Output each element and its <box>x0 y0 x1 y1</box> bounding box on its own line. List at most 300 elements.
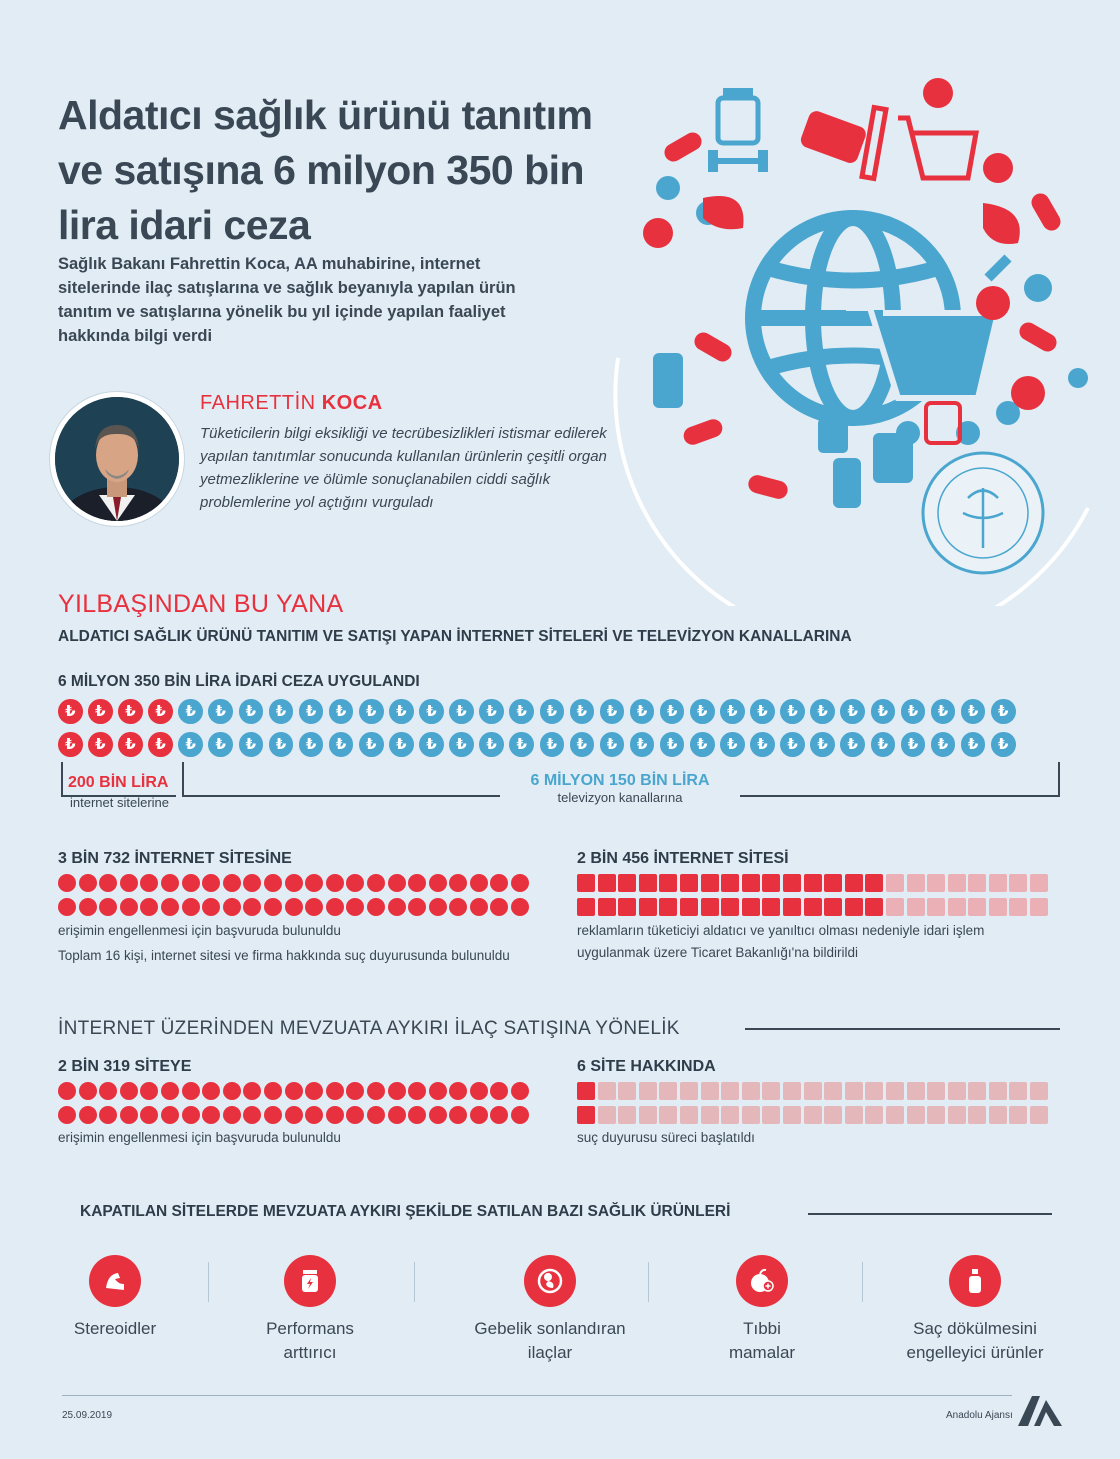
lira-coin-blue-icon: ₺ <box>329 732 354 757</box>
gavel-document-icon <box>680 874 698 892</box>
icon-row <box>577 1106 1048 1124</box>
blocked-site-icon <box>120 1082 138 1100</box>
gavel-document-icon <box>804 898 822 916</box>
gavel-document-icon <box>762 874 780 892</box>
blocked-site-icon <box>79 1106 97 1124</box>
reported-sites-line2: uygulanmak üzere Ticaret Bakanlığı'na bildirildi <box>577 945 858 960</box>
blocked-site-icon <box>346 874 364 892</box>
blocked-site-icon <box>511 1106 529 1124</box>
blocked-site-icon <box>223 898 241 916</box>
blocked-site-icon <box>388 874 406 892</box>
blocked-site-icon <box>202 1082 220 1100</box>
legal-document-icon <box>783 1106 801 1124</box>
blocked-site-icon <box>429 874 447 892</box>
lira-coin-blue-icon: ₺ <box>720 732 745 757</box>
blocked-site-icon <box>99 898 117 916</box>
apple-plus-icon <box>736 1255 788 1307</box>
section-heading-since: YILBAŞINDAN BU YANA <box>58 590 344 618</box>
blocked-site-icon <box>408 1106 426 1124</box>
blocked-site-icon <box>388 1082 406 1100</box>
blocked-site-icon <box>490 874 508 892</box>
lira-coin-blue-icon: ₺ <box>720 699 745 724</box>
legal-document-icon <box>989 1082 1007 1100</box>
gavel-document-icon <box>639 898 657 916</box>
gavel-document-icon <box>907 874 925 892</box>
blocked-site-icon <box>449 1106 467 1124</box>
product-item <box>220 1255 400 1365</box>
blocked-site-icon <box>161 1082 179 1100</box>
gavel-document-icon <box>927 898 945 916</box>
icon-row <box>577 1082 1048 1100</box>
gavel-document-icon <box>721 874 739 892</box>
blocked-site-icon <box>470 1082 488 1100</box>
fetus-icon <box>524 1255 576 1307</box>
legal-document-icon <box>824 1082 842 1100</box>
blocked-site-icon <box>429 1106 447 1124</box>
lira-coin-blue-icon: ₺ <box>449 732 474 757</box>
tv-fine-note: televizyon kanallarına <box>557 790 683 805</box>
gavel-document-icon <box>618 874 636 892</box>
product-label: Performans arttırıcı <box>266 1319 354 1362</box>
lira-coin-blue-icon: ₺ <box>449 699 474 724</box>
blocked-site-icon <box>264 1106 282 1124</box>
gavel-document-icon <box>886 874 904 892</box>
legal-document-icon <box>927 1082 945 1100</box>
lira-coin-blue-icon: ₺ <box>178 732 203 757</box>
page-title: Aldatıcı sağlık ürünü tanıtım ve satışına 6 milyon 350 bin lira idari ceza <box>58 92 593 248</box>
legal-document-icon <box>742 1082 760 1100</box>
blocked-site-icon <box>182 1106 200 1124</box>
lira-coin-red-icon: ₺ <box>58 699 83 724</box>
drug-blocked-grid <box>58 1082 529 1124</box>
blocked-site-icon <box>305 898 323 916</box>
lira-coin-blue-icon: ₺ <box>479 699 504 724</box>
lira-coin-red-icon: ₺ <box>148 699 173 724</box>
legal-document-icon <box>659 1106 677 1124</box>
products-title: KAPATILAN SİTELERDE MEVZUATA AYKIRI ŞEKİLDE SATILAN BAZI SAĞLIK ÜRÜNLERİ <box>80 1203 731 1220</box>
legal-document-icon <box>577 1106 595 1124</box>
gavel-document-icon <box>927 874 945 892</box>
blocked-site-icon <box>305 874 323 892</box>
lira-coin-red-icon: ₺ <box>118 699 143 724</box>
gavel-document-icon <box>1030 874 1048 892</box>
blocked-site-icon <box>285 874 303 892</box>
legal-document-icon <box>742 1106 760 1124</box>
blocked-site-icon <box>470 898 488 916</box>
gavel-document-icon <box>948 874 966 892</box>
legal-document-icon <box>865 1082 883 1100</box>
legal-document-icon <box>762 1082 780 1100</box>
blocked-site-icon <box>388 1106 406 1124</box>
reported-sites-grid <box>577 874 1048 916</box>
blocked-site-icon <box>243 1106 261 1124</box>
blocked-site-icon <box>429 1082 447 1100</box>
blocked-site-icon <box>326 1082 344 1100</box>
blocked-site-icon <box>470 874 488 892</box>
lira-coin-blue-icon: ₺ <box>208 699 233 724</box>
lira-coin-blue-icon: ₺ <box>540 699 565 724</box>
syringe-icon <box>862 107 886 178</box>
footer-date: 25.09.2019 <box>62 1410 113 1421</box>
blocked-site-icon <box>223 1082 241 1100</box>
icon-row <box>577 874 1048 892</box>
legal-document-icon <box>845 1106 863 1124</box>
lira-coin-blue-icon: ₺ <box>419 699 444 724</box>
divider <box>414 1262 415 1302</box>
speaker-last-name: KOCA <box>321 392 383 414</box>
lira-coin-blue-icon: ₺ <box>660 732 685 757</box>
lira-coin-blue-icon: ₺ <box>840 732 865 757</box>
legal-document-icon <box>865 1106 883 1124</box>
jar-icon <box>718 88 758 143</box>
seal-icon <box>923 453 1043 573</box>
blocked-site-icon <box>449 1082 467 1100</box>
legal-document-icon <box>639 1082 657 1100</box>
legal-document-icon <box>968 1082 986 1100</box>
legal-document-icon <box>639 1106 657 1124</box>
product-label: Saç dökülmesini engelleyici ürünler <box>906 1319 1044 1362</box>
blocked-site-icon <box>140 1082 158 1100</box>
blocked-site-icon <box>182 874 200 892</box>
blocked-site-icon <box>79 1082 97 1100</box>
divider <box>208 1262 209 1302</box>
pill-blister-icon <box>799 109 868 165</box>
lira-coin-blue-icon: ₺ <box>299 699 324 724</box>
blocked-site-icon <box>511 898 529 916</box>
blocked-site-icon <box>408 874 426 892</box>
divider <box>808 1213 1052 1215</box>
lira-coin-blue-icon: ₺ <box>901 732 926 757</box>
legal-document-icon <box>1030 1106 1048 1124</box>
lira-coin-blue-icon: ₺ <box>901 699 926 724</box>
blocked-site-icon <box>79 898 97 916</box>
lira-coin-blue-icon: ₺ <box>359 732 384 757</box>
lira-coin-red-icon: ₺ <box>88 699 113 724</box>
blocked-site-icon <box>99 1106 117 1124</box>
speaker-first-name: FAHRETTİN <box>200 392 316 414</box>
gavel-document-icon <box>742 874 760 892</box>
blocked-site-icon <box>470 1106 488 1124</box>
legal-document-icon <box>783 1082 801 1100</box>
legal-document-icon <box>598 1082 616 1100</box>
gavel-document-icon <box>762 898 780 916</box>
blocked-site-icon <box>449 874 467 892</box>
blocked-sites-grid <box>58 874 529 916</box>
gavel-document-icon <box>659 874 677 892</box>
blocked-site-icon <box>243 874 261 892</box>
lira-coin-blue-icon: ₺ <box>479 732 504 757</box>
lira-coin-blue-icon: ₺ <box>359 699 384 724</box>
legal-document-icon <box>886 1106 904 1124</box>
blocked-site-icon <box>99 1082 117 1100</box>
lira-coin-red-icon: ₺ <box>58 732 83 757</box>
blocked-site-icon <box>429 898 447 916</box>
lira-coin-blue-icon: ₺ <box>239 699 264 724</box>
divider <box>745 1028 1060 1030</box>
lira-coin-blue-icon: ₺ <box>840 699 865 724</box>
legal-document-icon <box>948 1082 966 1100</box>
gavel-document-icon <box>824 874 842 892</box>
lira-coin-blue-icon: ₺ <box>810 699 835 724</box>
lira-coin-blue-icon: ₺ <box>750 699 775 724</box>
internet-fine-amount: 200 BİN LİRA <box>68 774 169 791</box>
legal-document-icon <box>804 1106 822 1124</box>
blocked-site-icon <box>79 874 97 892</box>
drug-blocked-line1: erişimin engellenmesi için başvuruda bulunuldu <box>58 1130 341 1145</box>
gavel-document-icon <box>742 898 760 916</box>
footer-agency: Anadolu Ajansı <box>946 1410 1013 1421</box>
intro-text: Sağlık Bakanı Fahrettin Koca, AA muhabirine, internet sitelerinde ilaç satışlarına ve sağlık beyanıyla yapılan ürün tanıtım ve satışlarına yönelik bu yıl içinde yapılan faaliyet hakkında bilgi verdi <box>58 255 516 345</box>
legal-document-icon <box>907 1082 925 1100</box>
reported-sites-line1: reklamların tüketiciyi aldatıcı ve yanıltıcı olması nedeniyle idari işlem <box>577 923 985 938</box>
blocked-site-icon <box>140 1106 158 1124</box>
lira-coin-blue-icon: ₺ <box>389 699 414 724</box>
blocked-site-icon <box>58 898 76 916</box>
drug-criminal-line1: suç duyurusu süreci başlatıldı <box>577 1130 755 1145</box>
divider <box>862 1262 863 1302</box>
hero-illustration <box>608 58 1108 606</box>
gavel-document-icon <box>721 898 739 916</box>
blocked-site-icon <box>120 1106 138 1124</box>
lira-coin-blue-icon: ₺ <box>660 699 685 724</box>
lira-coin-blue-icon: ₺ <box>961 699 986 724</box>
gavel-document-icon <box>804 874 822 892</box>
lira-coin-blue-icon: ₺ <box>540 732 565 757</box>
lira-coin-blue-icon: ₺ <box>690 699 715 724</box>
blocked-site-icon <box>182 1082 200 1100</box>
blocked-site-icon <box>367 898 385 916</box>
legal-document-icon <box>968 1106 986 1124</box>
supplement-jar-icon <box>284 1255 336 1307</box>
drug-criminal-grid <box>577 1082 1048 1124</box>
blocked-site-icon <box>161 874 179 892</box>
legal-document-icon <box>907 1106 925 1124</box>
lira-coin-blue-icon: ₺ <box>509 732 534 757</box>
gavel-document-icon <box>1030 898 1048 916</box>
blocked-site-icon <box>511 874 529 892</box>
blocked-site-icon <box>99 874 117 892</box>
coin-row <box>58 732 1016 757</box>
lira-coin-blue-icon: ₺ <box>329 699 354 724</box>
lira-coin-blue-icon: ₺ <box>931 699 956 724</box>
blocked-site-icon <box>367 874 385 892</box>
blocked-site-icon <box>367 1082 385 1100</box>
lira-coin-blue-icon: ₺ <box>991 699 1016 724</box>
blocked-sites-line2: Toplam 16 kişi, internet sitesi ve firma hakkında suç duyurusunda bulunuldu <box>58 948 510 963</box>
lira-coin-blue-icon: ₺ <box>269 699 294 724</box>
blocked-site-icon <box>264 874 282 892</box>
gavel-document-icon <box>618 898 636 916</box>
blocked-site-icon <box>140 874 158 892</box>
gavel-document-icon <box>948 898 966 916</box>
blocked-site-icon <box>408 1082 426 1100</box>
icon-row <box>58 1082 529 1100</box>
lira-coin-blue-icon: ₺ <box>419 732 444 757</box>
legal-document-icon <box>762 1106 780 1124</box>
divider <box>648 1262 649 1302</box>
lira-coin-blue-icon: ₺ <box>931 732 956 757</box>
blocked-sites-title: 3 BİN 732 İNTERNET SİTESİNE <box>58 850 292 867</box>
blocked-site-icon <box>161 898 179 916</box>
footer-divider <box>62 1395 1012 1396</box>
blocked-site-icon <box>202 1106 220 1124</box>
lira-coin-blue-icon: ₺ <box>208 732 233 757</box>
lira-coin-blue-icon: ₺ <box>750 732 775 757</box>
gavel-document-icon <box>907 898 925 916</box>
blocked-site-icon <box>120 898 138 916</box>
gavel-document-icon <box>1009 874 1027 892</box>
lira-coin-red-icon: ₺ <box>148 732 173 757</box>
legal-document-icon <box>886 1082 904 1100</box>
tv-fine-group <box>500 772 740 805</box>
lira-coin-blue-icon: ₺ <box>269 732 294 757</box>
lira-coin-blue-icon: ₺ <box>600 699 625 724</box>
gavel-document-icon <box>701 874 719 892</box>
blocked-site-icon <box>285 1106 303 1124</box>
lira-coin-blue-icon: ₺ <box>509 699 534 724</box>
blocked-site-icon <box>223 1106 241 1124</box>
blocked-site-icon <box>326 898 344 916</box>
blocked-site-icon <box>182 898 200 916</box>
gavel-document-icon <box>783 898 801 916</box>
lira-coin-blue-icon: ₺ <box>239 732 264 757</box>
blocked-site-icon <box>326 874 344 892</box>
aa-logo-icon <box>1016 1392 1064 1428</box>
icon-row <box>58 898 529 916</box>
legal-document-icon <box>577 1082 595 1100</box>
gavel-document-icon <box>577 898 595 916</box>
drug-criminal-title: 6 SİTE HAKKINDA <box>577 1058 716 1075</box>
legal-document-icon <box>618 1082 636 1100</box>
blocked-site-icon <box>511 1082 529 1100</box>
gavel-document-icon <box>1009 898 1027 916</box>
lira-coin-blue-icon: ₺ <box>570 699 595 724</box>
lira-coin-blue-icon: ₺ <box>630 732 655 757</box>
blocked-site-icon <box>58 874 76 892</box>
blocked-sites-line1: erişimin engellenmesi için başvuruda bulunuldu <box>58 923 341 938</box>
lira-coin-red-icon: ₺ <box>118 732 143 757</box>
coin-row <box>58 699 1016 724</box>
speaker-portrait <box>50 392 184 526</box>
dumbbell-icon <box>708 150 768 172</box>
legal-document-icon <box>845 1082 863 1100</box>
legal-document-icon <box>680 1106 698 1124</box>
lira-coin-blue-icon: ₺ <box>991 732 1016 757</box>
internet-fine-note: internet sitelerine <box>70 795 169 810</box>
blocked-site-icon <box>202 874 220 892</box>
reported-sites-title: 2 BİN 456 İNTERNET SİTESİ <box>577 850 789 867</box>
blocked-site-icon <box>202 898 220 916</box>
gavel-document-icon <box>968 898 986 916</box>
fine-label: 6 MİLYON 350 BİN LİRA İDARİ CEZA UYGULANDI <box>58 673 420 690</box>
drug-blocked-title: 2 BİN 319 SİTEYE <box>58 1058 192 1075</box>
gavel-document-icon <box>639 874 657 892</box>
product-item <box>880 1255 1070 1365</box>
blocked-site-icon <box>305 1082 323 1100</box>
blocked-site-icon <box>264 1082 282 1100</box>
blocked-site-icon <box>120 874 138 892</box>
section-subheading: ALDATICI SAĞLIK ÜRÜNÜ TANITIM VE SATIŞI YAPAN İNTERNET SİTELERİ VE TELEVİZYON KANALLARINA <box>58 628 852 645</box>
gavel-document-icon <box>701 898 719 916</box>
product-label: Tıbbi mamalar <box>728 1319 796 1362</box>
gavel-document-icon <box>783 874 801 892</box>
gavel-document-icon <box>824 898 842 916</box>
icon-row <box>58 874 529 892</box>
blocked-site-icon <box>264 898 282 916</box>
blocked-site-icon <box>58 1106 76 1124</box>
blocked-site-icon <box>243 898 261 916</box>
product-item <box>445 1255 655 1365</box>
legal-document-icon <box>659 1082 677 1100</box>
gavel-document-icon <box>886 898 904 916</box>
product-item <box>672 1255 852 1365</box>
blocked-site-icon <box>346 898 364 916</box>
blocked-site-icon <box>490 1106 508 1124</box>
lira-coin-blue-icon: ₺ <box>389 732 414 757</box>
legal-document-icon <box>948 1106 966 1124</box>
legal-document-icon <box>618 1106 636 1124</box>
legal-document-icon <box>927 1106 945 1124</box>
product-label: Gebelik sonlandıran ilaçlar <box>474 1319 626 1362</box>
product-item <box>25 1255 205 1341</box>
legal-document-icon <box>1009 1106 1027 1124</box>
lira-coin-blue-icon: ₺ <box>690 732 715 757</box>
lira-coin-blue-icon: ₺ <box>871 699 896 724</box>
legal-document-icon <box>680 1082 698 1100</box>
lira-coin-blue-icon: ₺ <box>871 732 896 757</box>
muscle-arm-icon <box>89 1255 141 1307</box>
blocked-site-icon <box>58 1082 76 1100</box>
lira-coin-blue-icon: ₺ <box>780 699 805 724</box>
gavel-document-icon <box>845 874 863 892</box>
lira-coin-blue-icon: ₺ <box>810 732 835 757</box>
lira-coin-blue-icon: ₺ <box>630 699 655 724</box>
lira-coin-blue-icon: ₺ <box>570 732 595 757</box>
blocked-site-icon <box>326 1106 344 1124</box>
blocked-site-icon <box>285 1082 303 1100</box>
blocked-site-icon <box>367 1106 385 1124</box>
blocked-site-icon <box>388 898 406 916</box>
legal-document-icon <box>721 1082 739 1100</box>
legal-document-icon <box>701 1106 719 1124</box>
pump-bottle-icon <box>949 1255 1001 1307</box>
blocked-site-icon <box>223 874 241 892</box>
legal-document-icon <box>989 1106 1007 1124</box>
blocked-site-icon <box>346 1082 364 1100</box>
blocked-site-icon <box>243 1082 261 1100</box>
blocked-site-icon <box>490 898 508 916</box>
legal-document-icon <box>1030 1082 1048 1100</box>
icon-row <box>58 1106 529 1124</box>
gavel-document-icon <box>598 874 616 892</box>
product-label: Stereoidler <box>73 1319 157 1338</box>
gavel-document-icon <box>845 898 863 916</box>
blocked-site-icon <box>140 898 158 916</box>
blocked-site-icon <box>161 1106 179 1124</box>
lira-coin-blue-icon: ₺ <box>178 699 203 724</box>
legal-document-icon <box>721 1106 739 1124</box>
gavel-document-icon <box>989 874 1007 892</box>
lira-coin-blue-icon: ₺ <box>299 732 324 757</box>
lira-coin-red-icon: ₺ <box>88 732 113 757</box>
blocked-site-icon <box>449 898 467 916</box>
blocked-site-icon <box>490 1082 508 1100</box>
legal-document-icon <box>804 1082 822 1100</box>
icon-row <box>577 898 1048 916</box>
legal-document-icon <box>824 1106 842 1124</box>
gavel-document-icon <box>659 898 677 916</box>
speaker-name <box>200 392 383 415</box>
